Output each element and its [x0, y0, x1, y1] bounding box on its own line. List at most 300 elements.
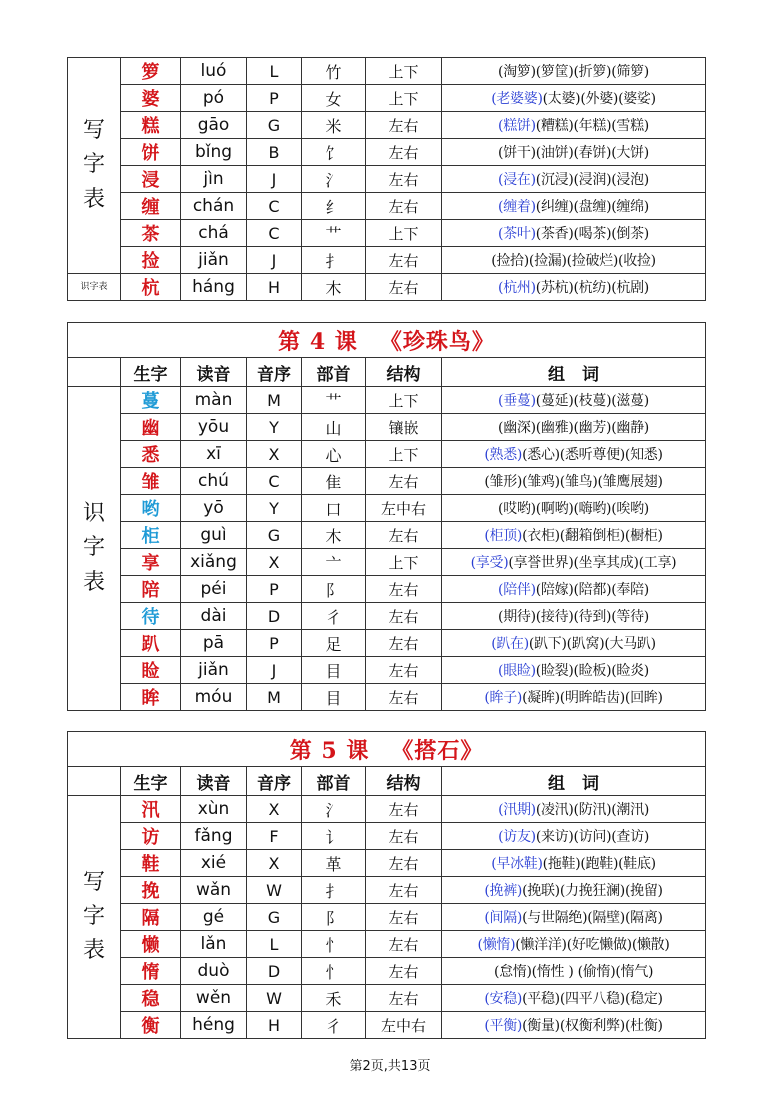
character-cell: 眸 — [121, 684, 181, 711]
pinyin-cell: gāo — [181, 112, 247, 139]
radical-cell: 足 — [302, 630, 366, 657]
word-group-cell — [442, 877, 706, 904]
highlighted-word: (安稳) — [484, 991, 523, 1007]
header-blank — [68, 767, 121, 796]
word-group-cell — [442, 441, 706, 468]
structure-cell: 左右 — [366, 522, 442, 549]
character-cell: 捡 — [121, 247, 181, 274]
highlighted-word: (陪伴) — [498, 582, 536, 598]
character-cell: 陪 — [121, 576, 181, 603]
table-row — [68, 603, 706, 630]
word-group-cell — [442, 387, 706, 414]
word-list: (衡量)(权衡利弊)(杜衡) — [522, 1018, 663, 1034]
pinyin-cell: fǎng — [181, 823, 247, 850]
word-list: (拖鞋)(跑鞋)(鞋底) — [542, 856, 656, 872]
character-cell: 饼 — [121, 139, 181, 166]
structure-cell: 左右 — [366, 850, 442, 877]
word-group-cell — [442, 112, 706, 139]
highlighted-word: (缠着) — [498, 199, 536, 215]
character-cell: 趴 — [121, 630, 181, 657]
sequence-cell: L — [247, 58, 302, 85]
sequence-cell: J — [247, 247, 302, 274]
structure-cell: 上下 — [366, 387, 442, 414]
structure-cell: 左右 — [366, 985, 442, 1012]
sequence-cell: C — [247, 193, 302, 220]
radical-cell: 阝 — [302, 576, 366, 603]
highlighted-word: (杭州) — [498, 280, 536, 296]
structure-cell: 左右 — [366, 603, 442, 630]
radical-cell: 彳 — [302, 1012, 366, 1039]
pinyin-cell: yōu — [181, 414, 247, 441]
character-cell: 雏 — [121, 468, 181, 495]
word-list: (凝眸)(明眸皓齿)(回眸) — [522, 690, 663, 706]
radical-cell: 亠 — [302, 549, 366, 576]
radical-cell: 木 — [302, 522, 366, 549]
sequence-cell: J — [247, 166, 302, 193]
sequence-cell: B — [247, 139, 302, 166]
structure-cell: 左中右 — [366, 1012, 442, 1039]
pinyin-cell: xī — [181, 441, 247, 468]
pinyin-cell: màn — [181, 387, 247, 414]
side-label-char: 表 — [82, 938, 105, 964]
sequence-cell: C — [247, 220, 302, 247]
table-row — [68, 495, 706, 522]
sequence-cell: G — [247, 112, 302, 139]
radical-cell: 目 — [302, 684, 366, 711]
pinyin-cell: wǎn — [181, 877, 247, 904]
structure-cell: 上下 — [366, 58, 442, 85]
word-list: (来访)(访问)(查访) — [535, 829, 649, 845]
word-list: (苏杭)(杭纺)(杭剧) — [535, 280, 649, 296]
pinyin-cell: gé — [181, 904, 247, 931]
sequence-cell: L — [247, 931, 302, 958]
sequence-cell: X — [247, 549, 302, 576]
word-group-cell — [442, 931, 706, 958]
word-list: (懒洋洋)(好吃懒做)(懒散) — [515, 937, 670, 953]
writing-table-lesson-5 — [67, 731, 706, 1039]
character-cell: 杭 — [121, 274, 181, 301]
radical-cell: 山 — [302, 414, 366, 441]
table-row — [68, 139, 706, 166]
word-group-cell — [442, 247, 706, 274]
header-sequence: 音序 — [247, 358, 302, 387]
word-group-cell — [442, 58, 706, 85]
header-words: 组 词 — [442, 767, 706, 796]
header-pinyin: 读音 — [181, 358, 247, 387]
highlighted-word: (享受) — [470, 555, 509, 571]
header-words: 组 词 — [442, 358, 706, 387]
character-cell: 稳 — [121, 985, 181, 1012]
sequence-cell: H — [247, 274, 302, 301]
table-row — [68, 904, 706, 931]
sequence-cell: J — [247, 657, 302, 684]
radical-cell: 米 — [302, 112, 366, 139]
structure-cell: 左右 — [366, 823, 442, 850]
character-cell: 婆 — [121, 85, 181, 112]
side-label-char: 表 — [82, 569, 105, 595]
character-cell: 浸 — [121, 166, 181, 193]
structure-cell: 左右 — [366, 877, 442, 904]
character-cell: 惰 — [121, 958, 181, 985]
pinyin-cell: chú — [181, 468, 247, 495]
structure-cell: 左右 — [366, 193, 442, 220]
structure-cell: 左右 — [366, 958, 442, 985]
pinyin-cell: xiǎng — [181, 549, 247, 576]
writing-table-lesson-3 — [67, 57, 706, 301]
header-radical: 部首 — [302, 358, 366, 387]
table-row — [68, 247, 706, 274]
sequence-cell: W — [247, 985, 302, 1012]
radical-cell: 氵 — [302, 796, 366, 823]
header-structure: 结构 — [366, 358, 442, 387]
word-list: (沉浸)(浸润)(浸泡) — [535, 172, 649, 188]
pinyin-cell: luó — [181, 58, 247, 85]
table-row — [68, 112, 706, 139]
radical-cell: 忄 — [302, 958, 366, 985]
word-group-cell — [442, 522, 706, 549]
side-label-char: 识 — [82, 501, 105, 527]
sequence-cell: M — [247, 684, 302, 711]
highlighted-word: (眸子) — [484, 690, 523, 706]
table-row — [68, 468, 706, 495]
structure-cell: 左右 — [366, 139, 442, 166]
character-cell: 隔 — [121, 904, 181, 931]
pinyin-cell: chá — [181, 220, 247, 247]
character-cell: 衡 — [121, 1012, 181, 1039]
radical-cell: 忄 — [302, 931, 366, 958]
radical-cell: 隹 — [302, 468, 366, 495]
radical-cell: 扌 — [302, 877, 366, 904]
table-row — [68, 657, 706, 684]
radical-cell: 革 — [302, 850, 366, 877]
character-cell: 待 — [121, 603, 181, 630]
sequence-cell: G — [247, 904, 302, 931]
structure-cell: 镶嵌 — [366, 414, 442, 441]
structure-cell: 左中右 — [366, 495, 442, 522]
table-row — [68, 274, 706, 301]
sequence-cell: Y — [247, 495, 302, 522]
table-row — [68, 387, 706, 414]
side-label — [68, 58, 121, 274]
word-group-cell — [442, 630, 706, 657]
word-list: (哎哟)(啊哟)(嗨哟)(唉哟) — [498, 501, 649, 517]
radical-cell: 女 — [302, 85, 366, 112]
word-list: (怠惰)(惰性 ) (偷惰)(惰气) — [493, 964, 654, 980]
highlighted-word: (柜顶) — [484, 528, 523, 544]
pinyin-cell: móu — [181, 684, 247, 711]
lesson-name: 《珍珠鸟》 — [379, 328, 495, 355]
structure-cell: 左右 — [366, 274, 442, 301]
header-structure: 结构 — [366, 767, 442, 796]
table-row — [68, 958, 706, 985]
side-label-char: 写 — [82, 869, 105, 895]
structure-cell: 左右 — [366, 576, 442, 603]
lesson-number: 第 5 课 — [289, 737, 370, 764]
radical-cell: 竹 — [302, 58, 366, 85]
pinyin-cell: wěn — [181, 985, 247, 1012]
structure-cell: 上下 — [366, 85, 442, 112]
radical-cell: 氵 — [302, 166, 366, 193]
table-row — [68, 630, 706, 657]
page-footer: 第2页,共13页 — [349, 1059, 431, 1074]
highlighted-word: (平衡) — [484, 1018, 523, 1034]
highlighted-word: (挽裤) — [484, 883, 523, 899]
character-cell: 哟 — [121, 495, 181, 522]
table-row — [68, 796, 706, 823]
word-list: (淘箩)(箩筐)(折箩)(筛箩) — [498, 64, 649, 80]
sequence-cell: Y — [247, 414, 302, 441]
character-cell: 享 — [121, 549, 181, 576]
pinyin-cell: lǎn — [181, 931, 247, 958]
character-cell: 茶 — [121, 220, 181, 247]
pinyin-cell: pā — [181, 630, 247, 657]
word-list: (悉心)(悉听尊便)(知悉) — [522, 447, 663, 463]
side-label-small: 识字表 — [68, 274, 121, 301]
word-group-cell — [442, 468, 706, 495]
highlighted-word: (间隔) — [484, 910, 523, 926]
table-row — [68, 522, 706, 549]
structure-cell: 上下 — [366, 441, 442, 468]
side-label-char: 表 — [82, 186, 105, 212]
word-list: (茶香)(喝茶)(倒茶) — [535, 226, 649, 242]
sequence-cell: W — [247, 877, 302, 904]
pinyin-cell: xùn — [181, 796, 247, 823]
table-row — [68, 877, 706, 904]
character-cell: 挽 — [121, 877, 181, 904]
table-row — [68, 85, 706, 112]
radical-cell: 彳 — [302, 603, 366, 630]
pinyin-cell: bǐng — [181, 139, 247, 166]
word-group-cell — [442, 220, 706, 247]
table-row — [68, 985, 706, 1012]
radical-cell: 纟 — [302, 193, 366, 220]
structure-cell: 左右 — [366, 630, 442, 657]
pinyin-cell: duò — [181, 958, 247, 985]
word-list: (纠缠)(盘缠)(缠绵) — [535, 199, 649, 215]
highlighted-word: (汛期) — [498, 802, 536, 818]
radical-cell: 口 — [302, 495, 366, 522]
radical-cell: 艹 — [302, 387, 366, 414]
structure-cell: 上下 — [366, 549, 442, 576]
sequence-cell: H — [247, 1012, 302, 1039]
word-group-cell — [442, 657, 706, 684]
radical-cell: 禾 — [302, 985, 366, 1012]
character-cell: 悉 — [121, 441, 181, 468]
highlighted-word: (懒惰) — [477, 937, 516, 953]
character-cell: 柜 — [121, 522, 181, 549]
word-group-cell — [442, 549, 706, 576]
side-label-char: 字 — [82, 535, 105, 561]
character-cell: 箩 — [121, 58, 181, 85]
word-list: (与世隔绝)(隔壁)(隔离) — [522, 910, 663, 926]
header-sequence: 音序 — [247, 767, 302, 796]
character-cell: 鞋 — [121, 850, 181, 877]
word-list: (雏形)(雏鸡)(雏鸟)(雏鹰展翅) — [484, 474, 663, 490]
character-cell: 访 — [121, 823, 181, 850]
word-list: (陪嫁)(陪都)(奉陪) — [535, 582, 649, 598]
sequence-cell: G — [247, 522, 302, 549]
structure-cell: 左右 — [366, 112, 442, 139]
header-char: 生字 — [121, 358, 181, 387]
lesson-name: 《搭石》 — [391, 737, 484, 764]
pinyin-cell: chán — [181, 193, 247, 220]
pinyin-cell: jìn — [181, 166, 247, 193]
sequence-cell: X — [247, 796, 302, 823]
highlighted-word: (垂蔓) — [498, 393, 536, 409]
radical-cell: 扌 — [302, 247, 366, 274]
radical-cell: 木 — [302, 274, 366, 301]
word-group-cell — [442, 166, 706, 193]
word-list: (睑裂)(睑板)(睑炎) — [535, 663, 649, 679]
highlighted-word: (熟悉) — [484, 447, 523, 463]
pinyin-cell: pó — [181, 85, 247, 112]
pinyin-cell: jiǎn — [181, 657, 247, 684]
word-group-cell — [442, 985, 706, 1012]
radical-cell: 讠 — [302, 823, 366, 850]
recognition-table-lesson-4 — [67, 322, 706, 711]
word-list: (趴下)(趴窝)(大马趴) — [528, 636, 656, 652]
word-group-cell — [442, 414, 706, 441]
word-list: (凌汛)(防汛)(潮汛) — [535, 802, 649, 818]
table-row — [68, 850, 706, 877]
header-radical: 部首 — [302, 767, 366, 796]
word-list: (衣柜)(翻箱倒柜)(橱柜) — [522, 528, 663, 544]
character-cell: 睑 — [121, 657, 181, 684]
word-list: (太婆)(外婆)(婆娑) — [542, 91, 656, 107]
sequence-cell: D — [247, 958, 302, 985]
table-row — [68, 58, 706, 85]
highlighted-word: (糕饼) — [498, 118, 536, 134]
character-cell: 蔓 — [121, 387, 181, 414]
sequence-cell: F — [247, 823, 302, 850]
highlighted-word: (浸在) — [498, 172, 536, 188]
table-row — [68, 823, 706, 850]
side-label — [68, 387, 121, 711]
table-header — [68, 358, 706, 387]
word-group-cell — [442, 576, 706, 603]
lesson-number: 第 4 课 — [278, 328, 358, 355]
sequence-cell: X — [247, 441, 302, 468]
lesson-title — [68, 323, 706, 358]
highlighted-word: (茶叶) — [498, 226, 536, 242]
pinyin-cell: háng — [181, 274, 247, 301]
highlighted-word: (访友) — [498, 829, 536, 845]
word-list: (幽深)(幽雅)(幽芳)(幽静) — [498, 420, 649, 436]
table-row — [68, 1012, 706, 1039]
sequence-cell: C — [247, 468, 302, 495]
pinyin-cell: yō — [181, 495, 247, 522]
radical-cell: 目 — [302, 657, 366, 684]
character-cell: 幽 — [121, 414, 181, 441]
character-cell: 汛 — [121, 796, 181, 823]
header-pinyin: 读音 — [181, 767, 247, 796]
table-row — [68, 549, 706, 576]
word-group-cell — [442, 1012, 706, 1039]
pinyin-cell: dài — [181, 603, 247, 630]
pinyin-cell: guì — [181, 522, 247, 549]
pinyin-cell: héng — [181, 1012, 247, 1039]
header-char: 生字 — [121, 767, 181, 796]
sequence-cell: P — [247, 85, 302, 112]
highlighted-word: (老婆婆) — [491, 91, 543, 107]
table-header — [68, 767, 706, 796]
table-row — [68, 576, 706, 603]
word-group-cell — [442, 823, 706, 850]
word-list: (挽联)(力挽狂澜)(挽留) — [522, 883, 663, 899]
pinyin-cell: péi — [181, 576, 247, 603]
table-row — [68, 193, 706, 220]
header-blank — [68, 358, 121, 387]
lesson-title — [68, 732, 706, 767]
word-group-cell — [442, 274, 706, 301]
radical-cell: 心 — [302, 441, 366, 468]
word-group-cell — [442, 796, 706, 823]
highlighted-word: (眼睑) — [498, 663, 536, 679]
sequence-cell: P — [247, 630, 302, 657]
word-group-cell — [442, 193, 706, 220]
sequence-cell: D — [247, 603, 302, 630]
structure-cell: 左右 — [366, 796, 442, 823]
word-list: (享誉世界)(坐享其成)(工享) — [508, 555, 677, 571]
word-list: (糟糕)(年糕)(雪糕) — [535, 118, 649, 134]
structure-cell: 上下 — [366, 220, 442, 247]
sequence-cell: X — [247, 850, 302, 877]
side-label-char: 字 — [82, 152, 105, 178]
word-group-cell — [442, 958, 706, 985]
character-cell: 懒 — [121, 931, 181, 958]
word-group-cell — [442, 139, 706, 166]
side-label — [68, 796, 121, 1039]
word-list: (捡拾)(捡漏)(捡破烂)(收捡) — [491, 253, 656, 269]
sequence-cell: P — [247, 576, 302, 603]
side-label-char: 写 — [82, 118, 105, 144]
table-row — [68, 166, 706, 193]
pinyin-cell: xié — [181, 850, 247, 877]
word-group-cell — [442, 684, 706, 711]
side-label-char: 字 — [82, 903, 105, 929]
highlighted-word: (早冰鞋) — [491, 856, 543, 872]
structure-cell: 左右 — [366, 468, 442, 495]
table-row — [68, 441, 706, 468]
character-cell: 缠 — [121, 193, 181, 220]
radical-cell: 艹 — [302, 220, 366, 247]
character-cell: 糕 — [121, 112, 181, 139]
word-group-cell — [442, 495, 706, 522]
word-group-cell — [442, 85, 706, 112]
table-row — [68, 220, 706, 247]
highlighted-word: (趴在) — [491, 636, 529, 652]
word-group-cell — [442, 603, 706, 630]
table-row — [68, 931, 706, 958]
word-list: (饼干)(油饼)(春饼)(大饼) — [498, 145, 649, 161]
table-row — [68, 414, 706, 441]
word-list: (蔓延)(枝蔓)(滋蔓) — [535, 393, 649, 409]
structure-cell: 左右 — [366, 166, 442, 193]
structure-cell: 左右 — [366, 657, 442, 684]
word-list: (平稳)(四平八稳)(稳定) — [522, 991, 663, 1007]
pinyin-cell: jiǎn — [181, 247, 247, 274]
word-group-cell — [442, 904, 706, 931]
radical-cell: 阝 — [302, 904, 366, 931]
structure-cell: 左右 — [366, 904, 442, 931]
word-list: (期待)(接待)(待到)(等待) — [498, 609, 649, 625]
radical-cell: 饣 — [302, 139, 366, 166]
structure-cell: 左右 — [366, 931, 442, 958]
table-row — [68, 684, 706, 711]
structure-cell: 左右 — [366, 684, 442, 711]
sequence-cell: M — [247, 387, 302, 414]
word-group-cell — [442, 850, 706, 877]
